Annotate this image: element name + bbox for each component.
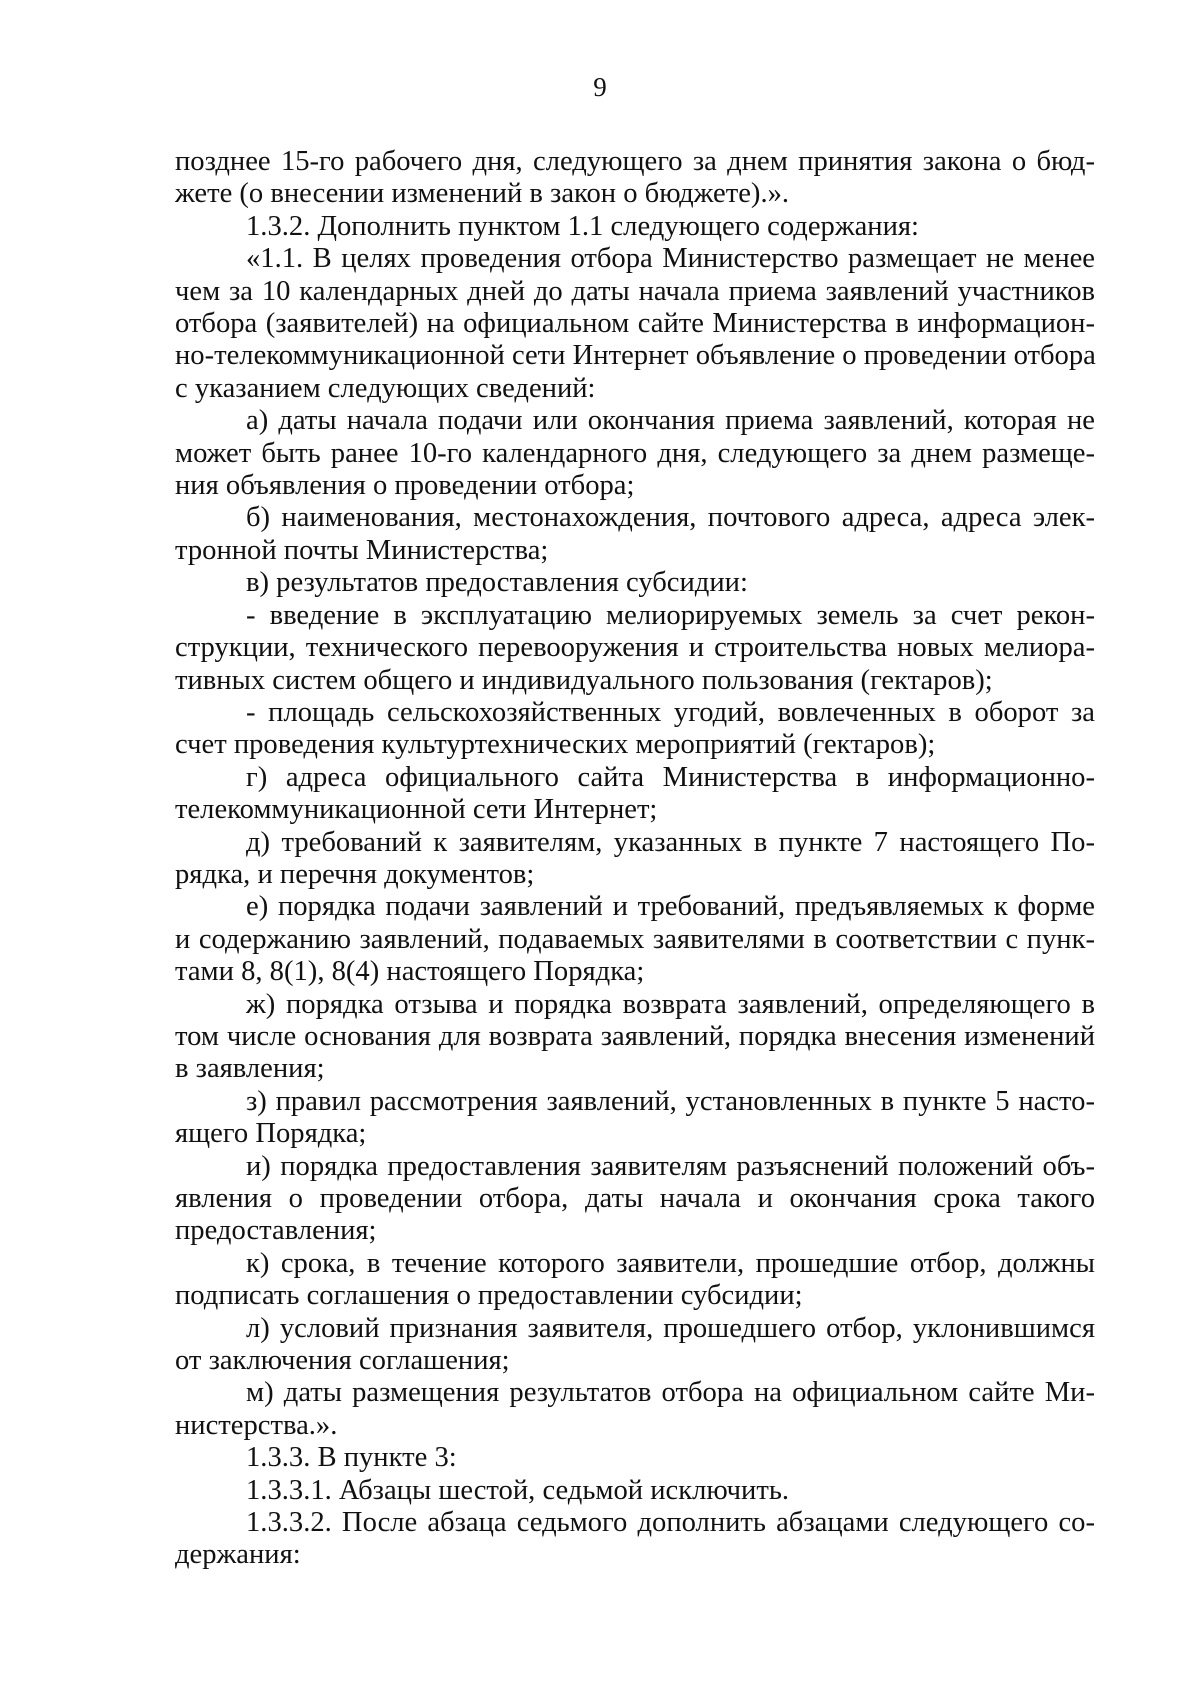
text-line: «1.1. В целях проведения отбора Министерство размещает не менее — [246, 243, 1095, 275]
text-line: тами 8, 8(1), 8(4) настоящего Порядка; — [175, 956, 645, 988]
text-line: г) адреса официального сайта Министерства в информационно- — [246, 761, 1095, 793]
text-line: чем за 10 календарных дней до даты начала приема заявлений участников — [175, 275, 1095, 307]
text-line: держания: — [175, 1539, 301, 1571]
text-line: от заключения соглашения; — [175, 1345, 510, 1377]
text-line: том числе основания для возврата заявлений, порядка внесения изменений — [175, 1020, 1095, 1052]
text-line: тивных систем общего и индивидуального пользования (гектаров); — [175, 664, 993, 696]
paragraph — [175, 600, 1095, 697]
text-line: в заявления; — [175, 1053, 325, 1085]
text-line: - площадь сельскохозяйственных угодий, вовлеченных в оборот за — [246, 696, 1095, 728]
paragraph — [175, 1442, 1095, 1474]
text-line: отбора (заявителей) на официальном сайте Министерства в информацион- — [175, 308, 1095, 340]
paragraph — [175, 211, 1095, 243]
text-line: рядка, и перечня документов; — [175, 858, 535, 890]
page-number: 9 — [593, 72, 607, 102]
paragraph — [175, 697, 1095, 762]
text-line: счет проведения культуртехнических мероприятий (гектаров); — [175, 729, 936, 761]
text-line: б) наименования, местонахождения, почтового адреса, адреса элек- — [246, 502, 1095, 534]
text-line: предоставления; — [175, 1215, 377, 1247]
text-line: в) результатов предоставления субсидии: — [246, 567, 748, 599]
text-line: нистерства.». — [175, 1409, 338, 1441]
text-line: явления о проведении отбора, даты начала и окончания срока такого — [175, 1183, 1095, 1214]
text-line: е) порядка подачи заявлений и требований, предъявляемых к форме — [246, 891, 1095, 923]
text-line: 1.3.3.1. Абзацы шестой, седьмой исключить. — [246, 1474, 790, 1506]
text-line: а) даты начала подачи или окончания приема заявлений, которая не — [246, 405, 1095, 437]
paragraph — [175, 1086, 1095, 1151]
paragraph — [175, 1313, 1095, 1378]
paragraph — [175, 1377, 1095, 1442]
text-line: л) условий признания заявителя, прошедшего отбор, уклонившимся — [246, 1312, 1095, 1344]
document-body — [175, 146, 1095, 1572]
paragraph — [175, 502, 1095, 567]
text-line: подписать соглашения о предоставлении субсидии; — [175, 1280, 803, 1312]
paragraph — [175, 146, 1095, 211]
paragraph — [175, 567, 1095, 599]
paragraph — [175, 243, 1095, 405]
text-line: ящего Порядка; — [175, 1118, 367, 1150]
paragraph — [175, 989, 1095, 1086]
text-line: 1.3.2. Дополнить пунктом 1.1 следующего содержания: — [246, 210, 919, 242]
paragraph — [175, 1475, 1095, 1507]
text-line: но-телекоммуникационной сети Интернет объявление о проведении отбора — [175, 340, 1096, 372]
text-line: ния объявления о проведении отбора; — [175, 470, 635, 502]
text-line: может быть ранее 10-го календарного дня, следующего за днем размеще- — [175, 437, 1095, 469]
text-line: телекоммуникационной сети Интернет; — [175, 794, 658, 826]
text-line: - введение в эксплуатацию мелиорируемых земель за счет рекон- — [246, 599, 1095, 631]
paragraph — [175, 1507, 1095, 1572]
paragraph — [175, 1248, 1095, 1313]
text-line: 1.3.3.2. После абзаца седьмого дополнить абзацами следующего со- — [246, 1507, 1095, 1539]
text-line: и содержанию заявлений, подаваемых заявителями в соответствии с пунк- — [175, 923, 1095, 955]
paragraph — [175, 827, 1095, 892]
paragraph — [175, 891, 1095, 988]
text-line: з) правил рассмотрения заявлений, установленных в пункте 5 насто- — [246, 1085, 1095, 1117]
paragraph — [175, 1151, 1095, 1248]
paragraph — [175, 405, 1095, 502]
text-line: тронной почты Министерства; — [175, 534, 549, 566]
text-line: к) срока, в течение которого заявители, прошедшие отбор, должны — [246, 1247, 1095, 1279]
text-line: д) требований к заявителям, указанных в пункте 7 настоящего По- — [246, 826, 1095, 858]
paragraph — [175, 762, 1095, 827]
text-line: с указанием следующих сведений: — [175, 372, 596, 404]
text-line: 1.3.3. В пункте 3: — [246, 1442, 457, 1474]
text-line: струкции, технического перевооружения и строительства новых мелиора- — [175, 632, 1095, 664]
text-line: жете (о внесении изменений в закон о бюджете).». — [175, 178, 790, 210]
text-line: и) порядка предоставления заявителям разъяснений положений объ- — [246, 1150, 1095, 1182]
text-line: позднее 15-го рабочего дня, следующего за днем принятия закона о бюд- — [175, 146, 1095, 177]
text-line: м) даты размещения результатов отбора на официальном сайте Ми- — [246, 1377, 1095, 1409]
text-line: ж) порядка отзыва и порядка возврата заявлений, определяющего в — [246, 988, 1095, 1020]
